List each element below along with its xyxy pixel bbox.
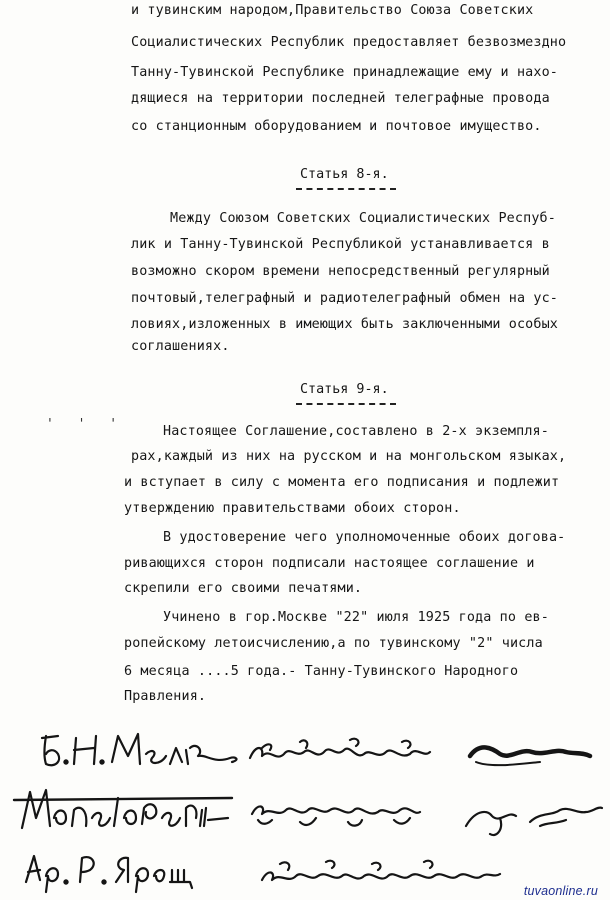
text-line: В удостоверение чего уполномоченные обоих догова- [163,530,566,545]
text-line: 6 месяца ....5 года.- Танну-Тувинского Народного [124,664,519,679]
signature-3-image [0,842,610,900]
text-line: ривающихся сторон подписали настоящее соглашение и [124,556,535,571]
text-line: утверждению правительствами обоих сторон. [124,501,461,516]
text-line: со станционным оборудованием и почтовое имущество. [131,119,542,134]
text-line: лик и Танну-Тувинской Республикой устанавливается в [131,237,550,252]
heading-underline [296,403,396,405]
signature-1-image [0,718,610,778]
text-line: возможно скором времени непосредственный регулярный [131,264,550,279]
signature-row-3 [0,842,610,900]
signature-2-image [0,778,610,842]
text-line: Между Союзом Советских Социалистических Респуб- [170,211,556,226]
text-line: Танну-Тувинской Республике принадлежащие ему и нахо- [131,65,559,80]
text-line: Правления. [124,689,207,704]
text-line: соглашениях. [131,339,230,354]
text-line: Учинено в гор.Москве "22" июля 1925 года по ев- [163,610,549,625]
signature-row-1 [0,718,610,778]
text-line: Настоящее Соглашение,составлено в 2-х экземпля- [163,424,549,439]
text-line: и тувинским народом,Правительство Союза Советских [131,3,534,18]
text-line: рах,каждый из них на русском и на монгольском языках, [131,449,567,464]
text-line: ропейскому летоисчислению,а по тувинскому "2" числа [124,636,543,651]
margin-ticks: ' ' ' [46,417,126,432]
text-line: дящиеся на территории последней телеграфные провода [131,91,550,106]
text-line: почтовый,телеграфный и радиотелеграфный обмен на ус- [131,291,559,306]
heading-underline [296,188,396,190]
article-9-heading: Статья 9-я. [300,382,389,397]
text-line: Социалистических Республик предоставляет безвозмездно [131,35,567,50]
watermark: tuvaonline.ru [523,884,598,898]
text-line: и вступает в силу с момента его подписания и подлежит [124,475,560,490]
signature-row-2 [0,778,610,842]
text-line: ловиях,изложенных в имеющих быть заключенными особых [131,317,559,332]
text-line: скрепили его своими печатями. [124,581,363,596]
article-8-heading: Статья 8-я. [300,167,389,182]
